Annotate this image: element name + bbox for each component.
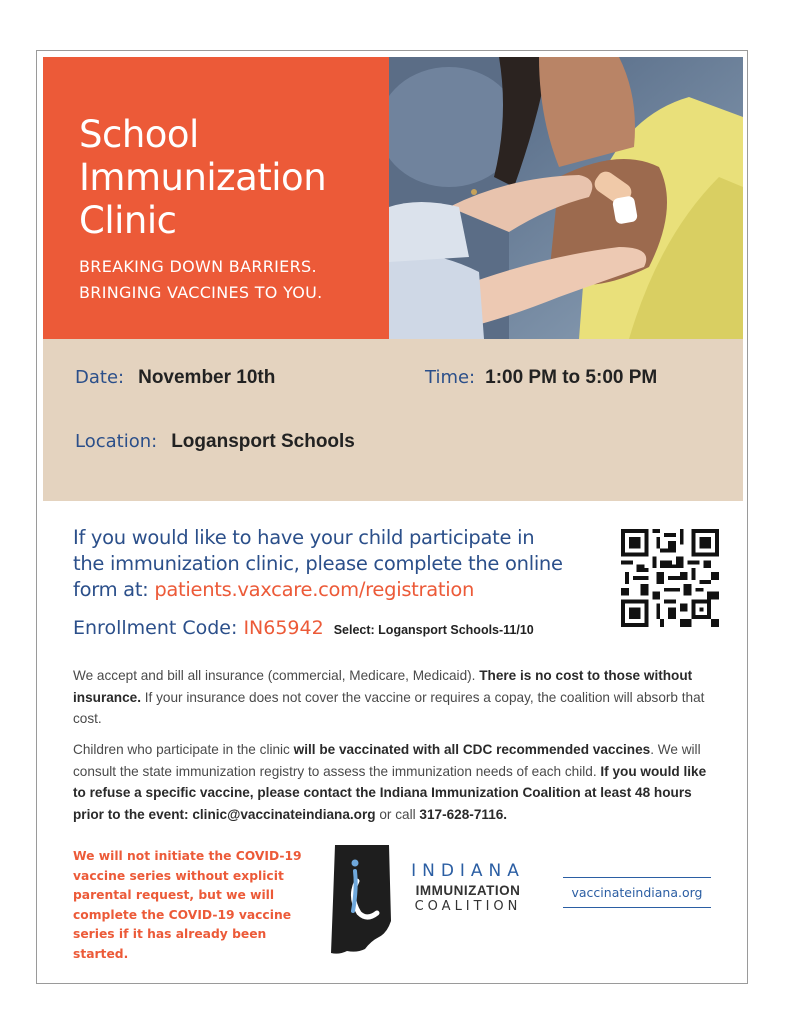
logo-immunization: IMMUNIZATION bbox=[415, 883, 521, 898]
logo-coalition: COALITION bbox=[414, 899, 522, 914]
insurance-text-3: If your insurance does not cover the vaccine or requires a copay, the coalition will absorb that cost. bbox=[73, 689, 705, 726]
insurance-text-1: We accept and bill all insurance (commercial, Medicare, Medicaid). bbox=[73, 668, 480, 683]
tagline-line-1: BREAKING DOWN BARRIERS. bbox=[79, 257, 317, 276]
tagline bbox=[79, 254, 389, 306]
vaccines-text-5: or call bbox=[375, 806, 420, 822]
enrollment-row bbox=[73, 617, 613, 639]
logo-indiana: INDIANA bbox=[411, 861, 525, 881]
select-instruction: Select: Logansport Schools-11/10 bbox=[333, 623, 534, 637]
time-row bbox=[425, 367, 657, 389]
vaccines-phone: 317-628-7116. bbox=[419, 806, 508, 822]
qr-code[interactable] bbox=[621, 529, 719, 627]
intro-line-2: the immunization clinic, please complete the online bbox=[73, 552, 563, 575]
date-row bbox=[75, 367, 275, 389]
title-line-3: Clinic bbox=[79, 199, 177, 242]
location-value: Logansport Schools bbox=[171, 431, 355, 452]
indiana-map-icon bbox=[327, 841, 399, 957]
title-line-1: School bbox=[79, 113, 199, 156]
time-label: Time: bbox=[425, 367, 476, 388]
enrollment-code: IN65942 bbox=[243, 617, 324, 639]
tagline-line-2: BRINGING VACCINES TO YOU. bbox=[79, 283, 323, 302]
title-line-2: Immunization bbox=[79, 156, 327, 199]
date-value: November 10th bbox=[138, 367, 276, 388]
event-details bbox=[43, 339, 743, 501]
vaccines-text-4: If you would like to refuse a specific vaccine, please contact the Indiana Immunization Coalition at least 48 hours prior to the event: clinic@vaccinateindiana.org bbox=[73, 763, 707, 822]
indiana-state-logo-icon bbox=[327, 841, 399, 957]
hero-text-panel bbox=[43, 57, 389, 339]
qr-code-graphic bbox=[621, 529, 719, 627]
vaccination-photo-illustration bbox=[389, 57, 743, 339]
covid-note: We will not initiate the COVID-19 vaccine series without explicit parental request, but we will complete the COVID-19 vaccine series if it has already been started. bbox=[73, 849, 302, 961]
flyer-title bbox=[79, 113, 389, 242]
vaccination-photo bbox=[389, 57, 743, 339]
coalition-logo-text bbox=[403, 861, 533, 914]
website-link[interactable]: vaccinateindiana.org bbox=[571, 885, 703, 900]
location-row bbox=[75, 431, 355, 453]
insurance-paragraph bbox=[73, 665, 713, 730]
hero-banner bbox=[43, 57, 743, 339]
website-rule-top bbox=[563, 877, 711, 878]
vaccines-paragraph bbox=[73, 739, 713, 825]
enrollment-label: Enrollment Code: bbox=[73, 617, 244, 639]
intro-line-1: If you would like to have your child participate in bbox=[73, 526, 535, 549]
location-label: Location: bbox=[75, 431, 158, 452]
time-value: 1:00 PM to 5:00 PM bbox=[485, 367, 658, 388]
website-rule-bottom bbox=[563, 907, 711, 908]
vaccines-text-3: . We will consult the state immunization registry to assess the immunization needs of each child. bbox=[73, 742, 701, 779]
date-label: Date: bbox=[75, 367, 125, 388]
vaccines-text-2: will be vaccinated with all CDC recommended vaccines bbox=[293, 742, 651, 757]
intro-line-3-prefix: form at: bbox=[73, 578, 155, 601]
insurance-text-2: There is no cost to those without insurance. bbox=[73, 668, 693, 705]
vaccines-text-1: Children who participate in the clinic bbox=[73, 742, 294, 757]
flyer bbox=[36, 50, 748, 984]
registration-intro bbox=[73, 525, 583, 603]
registration-url[interactable]: patients.vaxcare.com/registration bbox=[154, 578, 475, 601]
